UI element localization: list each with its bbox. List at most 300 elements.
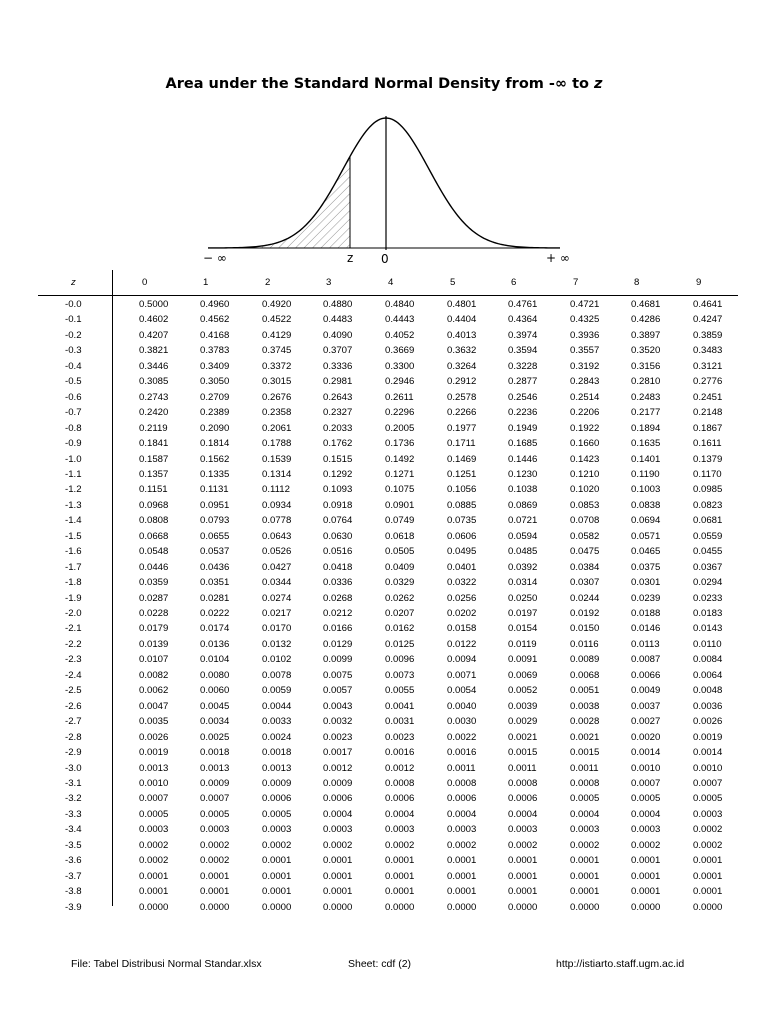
probability-cell: 0.3121 [693,360,723,372]
probability-cell: 0.0003 [139,824,169,836]
probability-cell: 0.0301 [631,577,661,589]
probability-cell: 0.0207 [385,608,415,619]
probability-cell: 0.0038 [570,700,600,712]
probability-cell: 0.4207 [139,329,169,341]
probability-cell: 0.0001 [447,855,477,867]
probability-cell: 0.2643 [323,391,353,403]
probability-cell: 0.0901 [385,499,415,511]
probability-cell: 0.0262 [385,592,415,604]
probability-cell: 0.0078 [262,669,292,681]
probability-cell: 0.0015 [508,747,538,759]
probability-cell: 0.0011 [570,762,599,774]
probability-cell: 0.0034 [200,716,230,728]
probability-cell: 0.4840 [385,299,415,310]
probability-cell: 0.0045 [200,700,230,712]
probability-cell: 0.0008 [447,777,477,789]
probability-cell: 0.0016 [385,747,415,759]
probability-cell: 0.0001 [385,870,415,882]
probability-cell: 0.0003 [508,824,538,836]
probability-cell: 0.0643 [262,530,292,542]
probability-cell: 0.0014 [631,747,661,759]
probability-cell: 0.2912 [447,376,477,388]
table-header-divider [38,295,738,296]
probability-cell: 0.3192 [570,360,600,372]
probability-cell: 0.0392 [508,561,538,573]
column-header: 3 [326,277,332,288]
probability-cell: 0.0465 [631,546,661,558]
probability-cell: 0.4247 [693,314,723,326]
probability-cell: 0.0869 [508,499,538,511]
probability-cell: 0.4090 [323,329,353,341]
probability-cell: 0.1587 [139,453,169,465]
z-value-cell: -2.4 [65,669,82,681]
probability-cell: 0.1977 [447,422,477,434]
probability-cell: 0.0044 [262,700,292,712]
probability-cell: 0.1230 [508,468,538,480]
probability-cell: 0.2709 [200,391,230,403]
probability-cell: 0.2611 [385,391,414,403]
probability-cell: 0.4483 [323,314,353,326]
probability-cell: 0.0294 [693,577,723,589]
probability-cell: 0.0069 [508,669,538,681]
z-value-cell: -2.7 [65,716,82,728]
shaded-area [208,156,350,248]
probability-cell: 0.0024 [262,731,292,743]
z-value-cell: -2.0 [65,608,82,619]
probability-cell: 0.0559 [693,530,723,542]
probability-cell: 0.0418 [323,561,353,573]
z-value-cell: -0.4 [65,360,82,372]
probability-cell: 0.3015 [262,376,292,388]
probability-cell: 0.4681 [631,299,661,310]
column-header: 7 [573,277,579,288]
probability-cell: 0.0006 [508,793,538,805]
probability-cell: 0.3409 [200,360,230,372]
z-value-cell: -0.5 [65,376,82,388]
probability-cell: 0.1736 [385,438,415,450]
probability-cell: 0.0005 [693,793,723,805]
probability-cell: 0.0192 [570,608,600,619]
probability-cell: 0.1251 [447,468,477,480]
probability-cell: 0.0162 [385,623,415,635]
probability-cell: 0.1867 [693,422,723,434]
probability-cell: 0.0384 [570,561,600,573]
z-value-cell: -3.0 [65,762,82,774]
probability-cell: 0.0000 [385,901,415,913]
probability-cell: 0.0054 [447,685,477,697]
probability-cell: 0.0351 [200,577,230,589]
probability-cell: 0.0021 [570,731,600,743]
probability-cell: 0.2776 [693,376,723,388]
probability-cell: 0.0001 [508,870,538,882]
probability-cell: 0.4364 [508,314,538,326]
z-value-cell: -1.1 [65,468,82,480]
probability-cell: 0.0244 [570,592,600,604]
zero-label: 0 [381,252,389,266]
probability-cell: 0.0000 [508,901,538,913]
probability-cell: 0.0006 [323,793,353,805]
probability-cell: 0.0015 [570,747,600,759]
probability-cell: 0.4721 [570,299,600,310]
probability-cell: 0.0548 [139,546,169,558]
probability-cell: 0.0013 [200,762,230,774]
probability-cell: 0.0000 [200,901,230,913]
probability-cell: 0.0951 [200,499,230,511]
z-value-cell: -3.7 [65,870,82,882]
probability-cell: 0.0075 [323,669,353,681]
table-vertical-divider [112,270,113,906]
probability-cell: 0.0003 [385,824,415,836]
probability-cell: 0.0735 [447,515,477,527]
probability-cell: 0.0052 [508,685,538,697]
probability-cell: 0.3372 [262,360,292,372]
footer-sheet: Sheet: cdf (2) [348,958,412,970]
z-value-cell: -1.4 [65,515,82,527]
z-value-cell: -0.3 [65,345,82,357]
probability-cell: 0.0073 [385,669,415,681]
probability-cell: 0.0475 [570,546,600,558]
probability-cell: 0.0099 [323,654,353,666]
probability-cell: 0.0059 [262,685,292,697]
probability-cell: 0.0091 [508,654,538,666]
probability-cell: 0.0018 [200,747,230,759]
z-value-cell: -2.5 [65,685,82,697]
probability-cell: 0.1003 [631,484,661,496]
probability-cell: 0.0119 [508,638,537,650]
probability-cell: 0.0001 [385,886,415,898]
probability-cell: 0.0158 [447,623,477,635]
probability-cell: 0.3897 [631,329,661,341]
probability-cell: 0.0002 [385,839,415,851]
probability-cell: 0.4880 [323,299,353,310]
probability-cell: 0.0041 [385,700,415,712]
probability-cell: 0.4013 [447,329,477,341]
probability-cell: 0.0068 [570,669,600,681]
probability-cell: 0.4920 [262,299,292,310]
z-value-cell: -1.0 [65,453,82,465]
probability-cell: 0.3085 [139,376,169,388]
probability-cell: 0.0668 [139,530,169,542]
probability-cell: 0.0035 [139,716,169,728]
probability-cell: 0.0012 [385,762,415,774]
probability-cell: 0.0001 [200,870,230,882]
probability-cell: 0.1562 [200,453,230,465]
probability-cell: 0.1788 [262,438,292,450]
probability-cell: 0.0001 [139,870,169,882]
probability-cell: 0.0010 [631,762,661,774]
probability-cell: 0.0001 [323,886,353,898]
probability-cell: 0.0143 [693,623,723,635]
probability-cell: 0.3783 [200,345,230,357]
probability-cell: 0.0485 [508,546,538,558]
probability-cell: 0.0001 [262,855,292,867]
probability-cell: 0.0005 [139,808,169,820]
probability-cell: 0.0032 [323,716,353,728]
probability-cell: 0.0000 [262,901,292,913]
probability-cell: 0.0001 [693,870,723,882]
probability-cell: 0.2177 [631,407,661,419]
probability-cell: 0.0011 [508,762,537,774]
probability-cell: 0.0007 [631,777,661,789]
column-header: 8 [634,277,640,288]
z-value-cell: -3.5 [65,839,82,851]
z-value-cell: -2.8 [65,731,82,743]
probability-cell: 0.0062 [139,685,169,697]
z-value-cell: -0.2 [65,329,82,341]
probability-cell: 0.1841 [139,438,169,450]
probability-cell: 0.0179 [139,623,169,635]
probability-cell: 0.3974 [508,329,538,341]
probability-cell: 0.0003 [323,824,353,836]
probability-cell: 0.1151 [139,484,168,496]
probability-cell: 0.0019 [693,731,723,743]
probability-cell: 0.2578 [447,391,477,403]
probability-cell: 0.0409 [385,561,415,573]
probability-cell: 0.0001 [200,886,230,898]
probability-cell: 0.3821 [139,345,169,357]
probability-cell: 0.0005 [631,793,661,805]
probability-cell: 0.0571 [631,530,661,542]
z-value-cell: -1.2 [65,484,82,496]
probability-cell: 0.0043 [323,700,353,712]
probability-cell: 0.0039 [508,700,538,712]
probability-cell: 0.2033 [323,422,353,434]
probability-cell: 0.0001 [570,870,600,882]
probability-cell: 0.0008 [385,777,415,789]
probability-cell: 0.0001 [447,886,477,898]
probability-cell: 0.0708 [570,515,600,527]
probability-cell: 0.0020 [631,731,661,743]
probability-cell: 0.0001 [139,886,169,898]
probability-cell: 0.0001 [631,886,661,898]
probability-cell: 0.0102 [262,654,292,666]
probability-cell: 0.0002 [447,839,477,851]
probability-cell: 0.0146 [631,623,661,635]
probability-cell: 0.0003 [693,808,723,820]
probability-cell: 0.0183 [693,608,723,619]
title-z: z [594,76,603,92]
probability-cell: 0.0003 [631,824,661,836]
z-value-cell: -1.6 [65,546,82,558]
probability-cell: 0.0233 [693,592,723,604]
probability-cell: 0.0011 [447,762,476,774]
probability-cell: 0.1492 [385,453,415,465]
probability-cell: 0.2514 [570,391,600,403]
probability-cell: 0.2843 [570,376,600,388]
probability-cell: 0.0017 [323,747,353,759]
normal-curve-figure [0,0,768,270]
probability-cell: 0.0007 [139,793,169,805]
z-value-cell: -2.2 [65,638,82,650]
probability-cell: 0.1357 [139,468,169,480]
z-value-cell: -3.4 [65,824,82,836]
probability-cell: 0.3632 [447,345,477,357]
probability-cell: 0.0694 [631,515,661,527]
probability-cell: 0.1314 [262,468,292,480]
probability-cell: 0.0721 [508,515,538,527]
probability-cell: 0.0055 [385,685,415,697]
probability-cell: 0.0002 [570,839,600,851]
footer-file: File: Tabel Distribusi Normal Standar.xlsx [71,958,262,970]
probability-cell: 0.0116 [570,638,599,650]
probability-cell: 0.0104 [200,654,230,666]
probability-cell: 0.0001 [447,870,477,882]
probability-cell: 0.0322 [447,577,477,589]
z-value-cell: -0.6 [65,391,82,403]
probability-cell: 0.2483 [631,391,661,403]
probability-cell: 0.0009 [200,777,230,789]
probability-cell: 0.0026 [139,731,169,743]
probability-cell: 0.1038 [508,484,538,496]
probability-cell: 0.3483 [693,345,723,357]
probability-cell: 0.0778 [262,515,292,527]
z-value-cell: -3.3 [65,808,82,820]
probability-cell: 0.0001 [631,870,661,882]
z-value-cell: -1.3 [65,499,82,511]
column-header: 0 [142,277,148,288]
probability-cell: 0.0505 [385,546,415,558]
probability-cell: 0.3557 [570,345,600,357]
probability-cell: 0.3156 [631,360,661,372]
probability-cell: 0.4325 [570,314,600,326]
probability-cell: 0.1611 [693,438,722,450]
z-column-header: z [71,277,76,288]
probability-cell: 0.1894 [631,422,661,434]
probability-cell: 0.0202 [447,608,477,619]
column-header: 4 [388,277,394,288]
probability-cell: 0.4602 [139,314,169,326]
probability-cell: 0.0008 [570,777,600,789]
probability-cell: 0.0005 [262,808,292,820]
probability-cell: 0.3520 [631,345,661,357]
probability-cell: 0.3745 [262,345,292,357]
probability-cell: 0.1922 [570,422,600,434]
probability-cell: 0.0006 [447,793,477,805]
probability-cell: 0.0087 [631,654,661,666]
probability-cell: 0.3446 [139,360,169,372]
probability-cell: 0.0985 [693,484,723,496]
probability-cell: 0.0029 [508,716,538,728]
probability-cell: 0.1515 [323,453,353,465]
probability-cell: 0.0001 [693,886,723,898]
probability-cell: 0.0004 [631,808,661,820]
probability-cell: 0.3336 [323,360,353,372]
z-value-cell: -3.8 [65,886,82,898]
probability-cell: 0.0094 [447,654,477,666]
probability-cell: 0.2206 [570,407,600,419]
plus-infinity-label: + ∞ [546,251,570,265]
probability-cell: 0.0107 [139,654,169,666]
probability-cell: 0.0003 [447,824,477,836]
probability-cell: 0.2327 [323,407,353,419]
probability-cell: 0.0139 [139,638,169,650]
probability-cell: 0.0004 [447,808,477,820]
probability-cell: 0.0001 [570,855,600,867]
z-value-cell: -1.5 [65,530,82,542]
probability-cell: 0.0594 [508,530,538,542]
probability-cell: 0.0197 [508,608,538,619]
probability-cell: 0.0239 [631,592,661,604]
probability-cell: 0.0749 [385,515,415,527]
z-value-cell: -3.2 [65,793,82,805]
probability-cell: 0.0008 [508,777,538,789]
z-value-cell: -0.8 [65,422,82,434]
z-table [0,270,768,913]
probability-cell: 0.0018 [262,747,292,759]
probability-cell: 0.1112 [262,484,290,496]
probability-cell: 0.0023 [323,731,353,743]
probability-cell: 0.0013 [139,762,169,774]
probability-cell: 0.0004 [385,808,415,820]
probability-cell: 0.0051 [570,685,600,697]
probability-cell: 0.0047 [139,700,169,712]
probability-cell: 0.0256 [447,592,477,604]
probability-cell: 0.1210 [570,468,600,480]
probability-cell: 0.0080 [200,669,230,681]
probability-cell: 0.0359 [139,577,169,589]
probability-cell: 0.0336 [323,577,353,589]
probability-cell: 0.0004 [508,808,538,820]
probability-cell: 0.0010 [139,777,169,789]
probability-cell: 0.0885 [447,499,477,511]
probability-cell: 0.3300 [385,360,415,372]
probability-cell: 0.2810 [631,376,661,388]
probability-cell: 0.0150 [570,623,600,635]
probability-cell: 0.2981 [323,376,353,388]
probability-cell: 0.2877 [508,376,538,388]
probability-cell: 0.0268 [323,592,353,604]
column-header: 9 [696,277,702,288]
probability-cell: 0.0764 [323,515,353,527]
probability-cell: 0.0217 [262,608,292,619]
probability-cell: 0.0005 [200,808,230,820]
probability-cell: 0.3859 [693,329,723,341]
probability-cell: 0.2090 [200,422,230,434]
probability-cell: 0.0019 [139,747,169,759]
probability-cell: 0.0170 [262,623,292,635]
probability-cell: 0.0001 [262,886,292,898]
probability-cell: 0.2236 [508,407,538,419]
probability-cell: 0.0012 [323,762,353,774]
probability-cell: 0.1401 [631,453,661,465]
probability-cell: 0.2451 [693,391,723,403]
probability-cell: 0.0031 [385,716,415,728]
probability-cell: 0.0537 [200,546,230,558]
probability-cell: 0.0002 [200,839,230,851]
probability-cell: 0.0681 [693,515,723,527]
probability-cell: 0.4129 [262,329,292,341]
probability-cell: 0.0004 [570,808,600,820]
probability-cell: 0.0037 [631,700,661,712]
probability-cell: 0.0049 [631,685,661,697]
probability-cell: 0.1949 [508,422,538,434]
probability-cell: 0.0655 [200,530,230,542]
probability-cell: 0.2119 [139,422,168,434]
probability-cell: 0.4801 [447,299,477,310]
probability-cell: 0.0838 [631,499,661,511]
title-main: Area under the Standard Normal Density from -∞ to [165,76,595,92]
footer-url: http://istiarto.staff.ugm.ac.id [556,958,685,970]
z-value-cell: -2.9 [65,747,82,759]
probability-cell: 0.1056 [447,484,477,496]
probability-cell: 0.0000 [139,901,169,913]
z-value-cell: -2.6 [65,700,82,712]
probability-cell: 0.0060 [200,685,230,697]
probability-cell: 0.1711 [447,438,476,450]
probability-cell: 0.0013 [262,762,292,774]
probability-cell: 0.0808 [139,515,169,527]
probability-cell: 0.0446 [139,561,169,573]
